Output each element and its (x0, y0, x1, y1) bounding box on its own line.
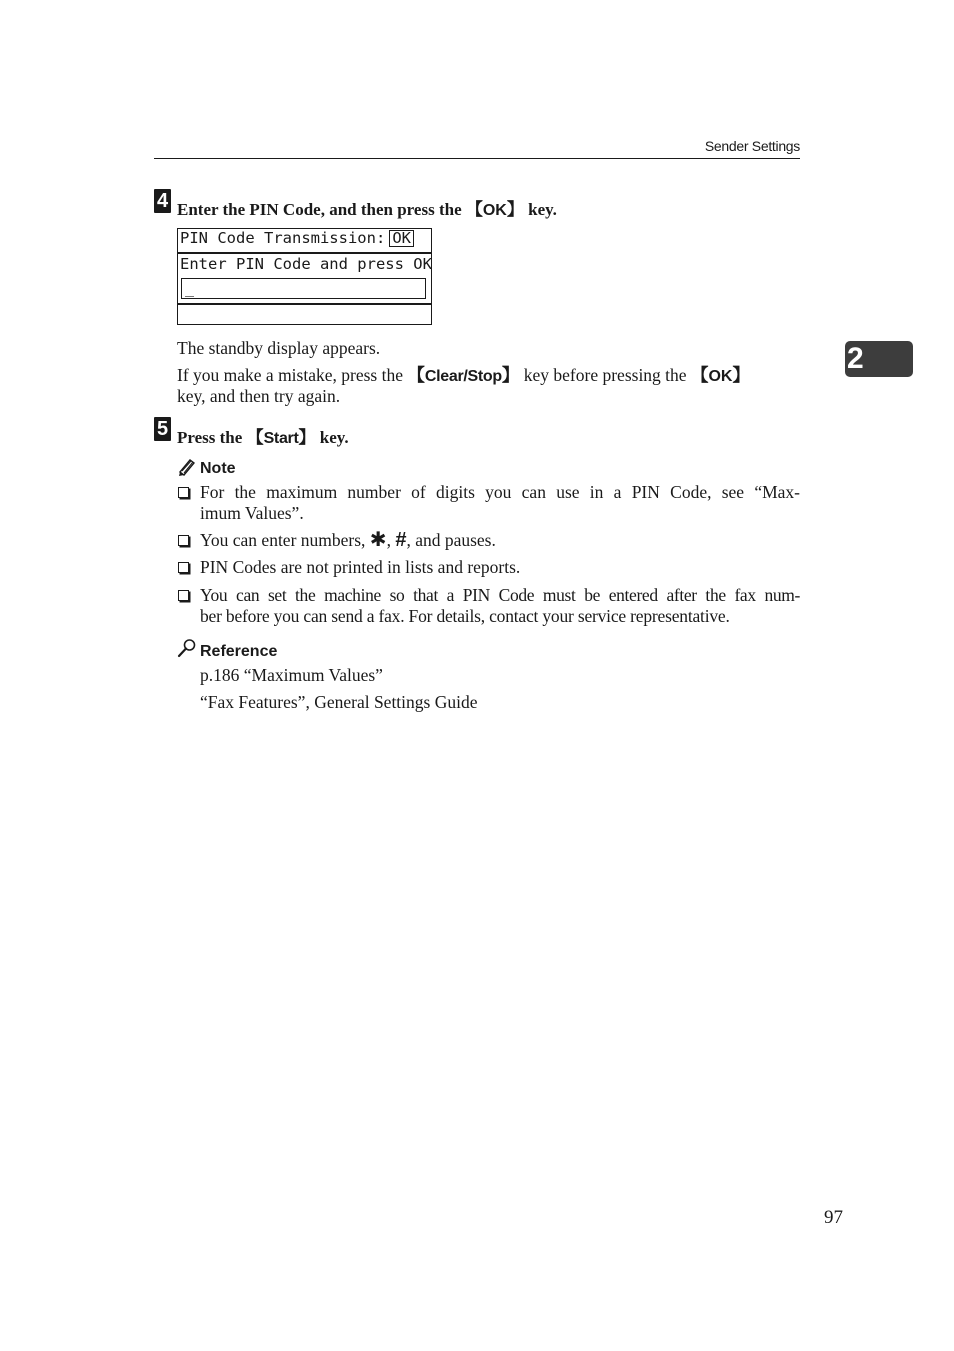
note-item-3: PIN Codes are not printed in lists and reports. (200, 557, 521, 577)
note-item-4-line-2: ber before you can send a fax. For details, contact your service representative. (200, 606, 730, 626)
note-item-1-line-2: imum Values”. (200, 503, 304, 523)
reference-item-1: p.186 “Maximum Values” (200, 665, 383, 685)
clear-stop-key-label: Clear/Stop (424, 368, 502, 385)
step-5-instruction (177, 423, 349, 448)
mistake-text-middle: key before pressing the (519, 365, 691, 385)
reference-heading: Reference (200, 643, 278, 660)
bracket-close: 】 (732, 365, 750, 385)
checkbox-icon (178, 590, 189, 601)
mistake-text (177, 365, 801, 387)
note-item-2 (200, 530, 496, 551)
page-number: 97 (824, 1207, 843, 1228)
mistake-text-line-2: key, and then try again. (177, 386, 341, 406)
lcd-display (177, 228, 432, 325)
checkbox-icon (178, 487, 189, 498)
note-item-2-comma: , (386, 530, 396, 550)
chapter-tab: 2 (845, 341, 913, 377)
bracket-open: 【 (407, 365, 425, 385)
step-5-text-after: key. (315, 428, 349, 447)
step-4-instruction (177, 195, 557, 220)
ok-key-label: OK (708, 368, 733, 385)
lcd-divider (178, 252, 431, 254)
header-rule (154, 158, 800, 159)
running-header: Sender Settings (704, 138, 800, 154)
lcd-ok-button: OK (389, 230, 414, 247)
lcd-pin-input (181, 278, 426, 299)
mistake-text-before: If you make a mistake, press the (177, 365, 408, 385)
bracket-close: 】 (298, 428, 316, 447)
pencil-icon (177, 457, 197, 477)
step-4-text-after: key. (523, 200, 557, 219)
step-4-badge: 4 (154, 189, 171, 213)
lcd-line-2: Enter PIN Code and press OK (180, 255, 432, 273)
step-4-text-before: Enter the PIN Code, and then press the (177, 200, 466, 219)
lcd-line-1-text: PIN Code Transmission: (180, 229, 386, 247)
note-item-2-after: , and pauses. (406, 530, 496, 550)
magnifier-icon (177, 638, 197, 658)
note-item-1-line-1: For the maximum number of digits you can use in a PIN Code, see “Max- (200, 482, 800, 502)
lcd-cursor: _ (185, 279, 195, 297)
ok-key-label: OK (482, 202, 507, 219)
bracket-open: 【 (690, 365, 709, 385)
note-item-2-before: You can enter numbers, (200, 530, 370, 550)
star-key-icon: ✱ (369, 529, 387, 551)
standby-text: The standby display appears. (177, 338, 381, 358)
bracket-close: 】 (506, 200, 524, 219)
bracket-open: 【 (246, 428, 264, 447)
start-key-label: Start (263, 430, 299, 447)
hash-key-icon: # (395, 529, 407, 551)
step-5-text-before: Press the (177, 428, 247, 447)
reference-item-2: “Fax Features”, General Settings Guide (200, 692, 478, 712)
bracket-close: 】 (501, 365, 520, 385)
bracket-open: 【 (465, 200, 483, 219)
note-item-4-line-1: You can set the machine so that a PIN Code must be entered after the fax num- (200, 585, 800, 605)
checkbox-icon (178, 535, 189, 546)
note-heading: Note (200, 460, 236, 477)
lcd-divider (178, 303, 431, 305)
step-5-badge: 5 (154, 417, 171, 441)
lcd-line-1 (180, 229, 414, 247)
checkbox-icon (178, 562, 189, 573)
